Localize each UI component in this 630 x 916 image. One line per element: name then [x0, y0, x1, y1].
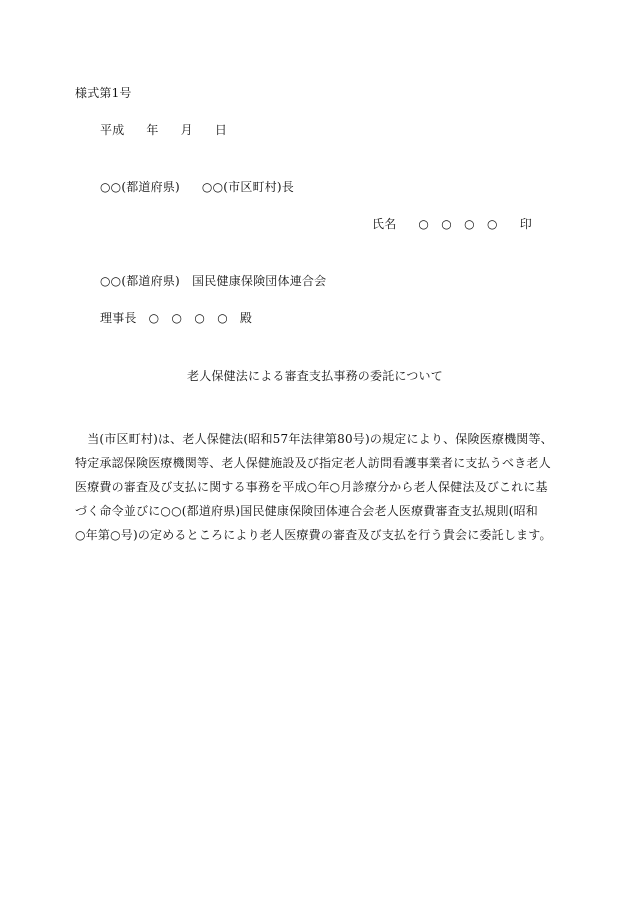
- sender-name-label: 氏名: [372, 217, 397, 231]
- form-number: 様式第1号: [75, 86, 132, 100]
- sender-seal: 印: [519, 217, 532, 231]
- sender-municipality: ○○(市区町村)長: [201, 180, 295, 194]
- body-line: 特定承認保険医療機関等、老人保健施設及び指定老人訪問看護事業者に支払うべき老人: [75, 456, 551, 470]
- recipient-organization: ○○(都道府県) 国民健康保険団体連合会: [100, 274, 327, 288]
- body-line: ○年第○号)の定めるところにより老人医療費の審査及び支払を行う貴会に委託します。: [75, 528, 552, 542]
- sender-prefecture: ○○(都道府県): [100, 180, 180, 194]
- date-line: [100, 122, 227, 138]
- recipient-chief-line: [100, 310, 252, 326]
- body-line: づく命令並びに○○(都道府県)国民健康保険団体連合会老人医療費審査支払規則(昭和: [75, 504, 538, 518]
- recipient-chief-name: ○ ○ ○ ○: [148, 311, 228, 325]
- sender-name-value: ○ ○ ○ ○: [418, 217, 498, 231]
- body-paragraph: [75, 427, 565, 547]
- date-day-label: 日: [214, 123, 228, 137]
- date-year-label: 年: [146, 123, 159, 137]
- date-month-label: 月: [180, 123, 193, 137]
- body-line: 医療費の審査及び支払に関する事務を平成○年○月診療分から老人保健法及びこれに基: [75, 480, 548, 494]
- document-subject: 老人保健法による審査支払事務の委託について: [187, 369, 443, 383]
- body-line: 当(市区町村)は、老人保健法(昭和57年法律第80号)の規定により、保険医療機関等、: [75, 432, 553, 446]
- sender-line: [100, 179, 294, 195]
- sender-name-line: [372, 216, 532, 232]
- date-era: 平成: [100, 123, 125, 137]
- recipient-honorific: 殿: [239, 311, 253, 325]
- recipient-chief-title: 理事長: [100, 311, 137, 325]
